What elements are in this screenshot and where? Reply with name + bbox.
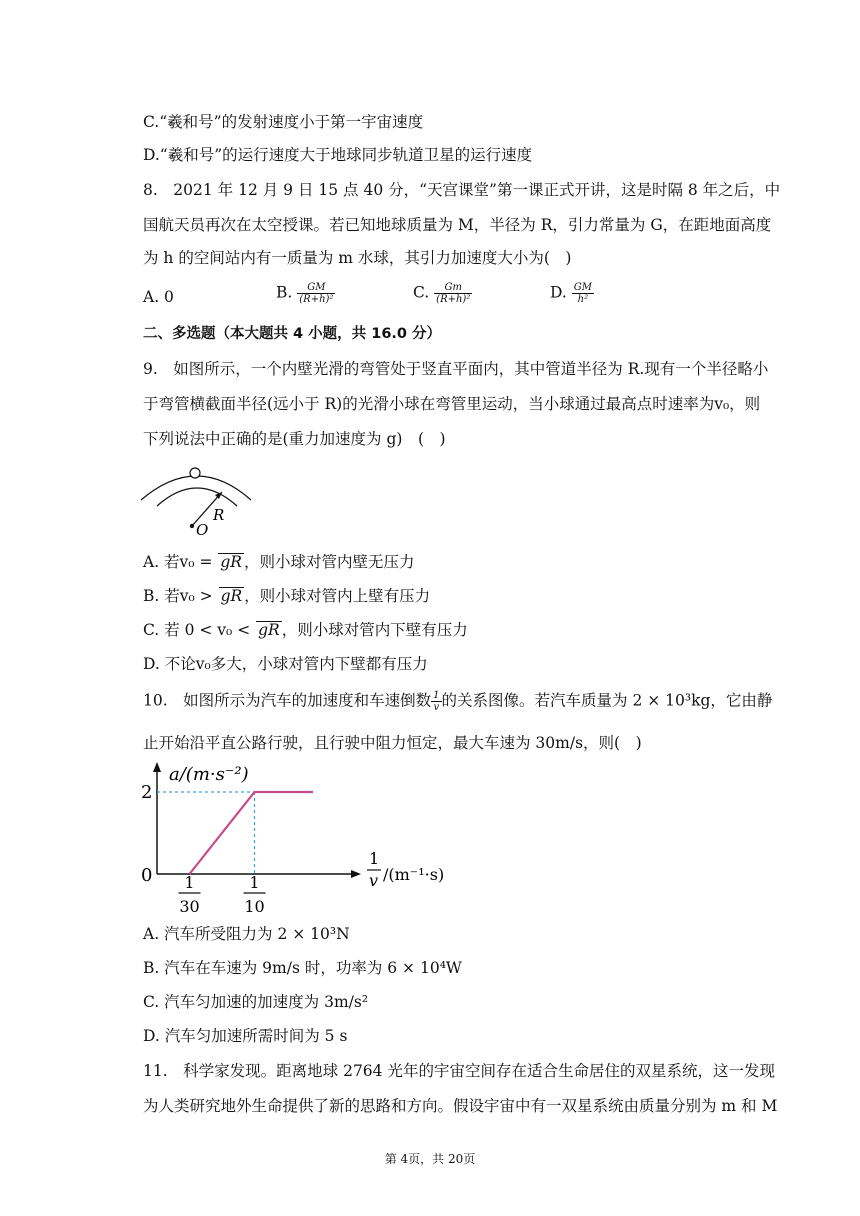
y-axis-arrow-icon xyxy=(153,762,161,772)
section-heading: 二、多选题（本大题共 4 小题，共 16.0 分） xyxy=(143,326,442,342)
x-axis-label-numerator: 1 xyxy=(369,849,380,868)
q8-option-b-fraction xyxy=(297,282,335,305)
q8-option-d xyxy=(550,282,594,305)
q9-option-a xyxy=(143,552,414,572)
q7-option-d: D.“羲和号”的运行速度大于地球同步轨道卫星的运行速度 xyxy=(143,146,533,164)
option-text: A. 若v₀ = xyxy=(143,553,218,571)
option-text: ，则小球对管内下壁有压力 xyxy=(281,621,468,639)
q10-option-c: C. 汽车匀加速的加速度为 3m/s² xyxy=(143,993,369,1011)
q9-stem-line1: 9. 如图所示，一个内壁光滑的弯管处于竖直平面内，其中管道半径为 R.现有一个半径略小 xyxy=(143,360,769,378)
q8-option-b-label: B. xyxy=(276,283,293,302)
x-axis-label-unit: /(m⁻¹·s) xyxy=(383,865,445,884)
sqrt-expression: gR xyxy=(220,587,243,605)
origin-label: 0 xyxy=(141,865,153,886)
x-tick-numerator: 1 xyxy=(249,873,260,892)
q7-option-c: C.“羲和号”的发射速度小于第一宇宙速度 xyxy=(143,113,424,131)
fraction-numerator: GM xyxy=(297,282,335,294)
option-text: ，则小球对管内上壁有压力 xyxy=(244,587,431,605)
fraction-numerator: 1 xyxy=(433,690,440,701)
y-tick-label: 2 xyxy=(141,782,153,803)
option-text: ，则小球对管内壁无压力 xyxy=(243,553,415,571)
fraction-numerator: GM xyxy=(573,282,592,293)
q10-stem-line2: 止开始沿平直公路行驶，且行驶中阻力恒定，最大车速为 30m/s，则( ) xyxy=(143,734,642,752)
fraction-numerator: Gm xyxy=(434,282,472,294)
q8-option-c-fraction xyxy=(434,282,472,305)
option-text: C. 若 0 < v₀ < xyxy=(143,621,256,639)
tube-inner-arc xyxy=(157,488,237,506)
q8-stem-line1: 8. 2021 年 12 月 9 日 15 点 40 分，“天宫课堂”第一课正式开讲，这是时隔 8 年之后，中 xyxy=(143,181,781,199)
x-tick-label xyxy=(244,873,266,916)
q8-stem-line2: 国航天员再次在太空授课。若已知地球质量为 M，半径为 R，引力常量为 G，在距地面高度 xyxy=(143,216,772,234)
q10-option-d: D. 汽车匀加速所需时间为 5 s xyxy=(143,1027,348,1045)
q10-option-a: A. 汽车所受阻力为 2 × 10³N xyxy=(143,925,350,943)
sqrt-expression: gR xyxy=(258,621,280,639)
q11-stem-line2: 为人类研究地外生命提供了新的思路和方向。假设宇宙中有一双星系统由质量分别为 m 和 M xyxy=(143,1097,778,1115)
q8-option-b xyxy=(276,282,335,305)
fraction-denominator: v xyxy=(433,702,440,713)
x-tick-denominator: 10 xyxy=(244,897,265,916)
fraction-denominator: h² xyxy=(577,294,589,305)
q9-stem-line3: 下列说法中正确的是(重力加速度为 g) ( ) xyxy=(143,430,446,448)
page-footer: 第 4页，共 20页 xyxy=(384,1152,476,1166)
center-dot xyxy=(190,524,194,528)
sqrt-expression: gR xyxy=(220,553,242,571)
q10-stem-line1 xyxy=(143,690,772,713)
q8-option-d-fraction xyxy=(572,282,594,305)
q11-stem-line1: 11. 科学家发现。距离地球 2764 光年的宇宙空间存在适合生命居住的双星系统，这一发现 xyxy=(143,1062,775,1080)
q8-option-c xyxy=(413,282,472,305)
option-text: B. 若v₀ > xyxy=(143,587,218,605)
y-axis-label: a/(m·s⁻²) xyxy=(169,764,249,785)
q8-option-d-label: D. xyxy=(550,283,567,302)
q8-option-a: A. 0 xyxy=(143,288,174,306)
ball xyxy=(190,468,200,478)
stem-text: 10. 如图所示为汽车的加速度和车速倒数 xyxy=(143,691,432,710)
q8-stem-line3: 为 h 的空间站内有一质量为 m 水球，其引力加速度大小为( ) xyxy=(143,249,572,267)
x-tick-denominator: 30 xyxy=(179,897,200,916)
acceleration-chart xyxy=(135,758,455,918)
inline-fraction xyxy=(431,690,441,713)
stem-text: 的关系图像。若汽车质量为 2 × 10³kg，它由静 xyxy=(441,691,773,710)
x-tick-label xyxy=(179,873,201,916)
fig-label-o: O xyxy=(196,521,209,538)
q9-option-c xyxy=(143,620,468,640)
q10-option-b: B. 汽车在车速为 9m/s 时，功率为 6 × 10⁴W xyxy=(143,959,462,977)
fig-label-r: R xyxy=(213,506,225,524)
x-tick-numerator: 1 xyxy=(184,873,195,892)
q9-bent-tube-figure xyxy=(135,462,265,538)
q9-stem-line2: 于弯管横截面半径(远小于 R)的光滑小球在弯管里运动，当小球通过最高点时速率为v₀，则 xyxy=(143,395,761,413)
q9-option-b xyxy=(143,586,430,606)
x-axis-label-denominator: v xyxy=(369,871,379,890)
series-line xyxy=(190,792,314,874)
fraction-denominator: (R+h)² xyxy=(299,294,334,305)
x-axis-arrow-icon xyxy=(351,870,361,878)
q8-option-c-label: C. xyxy=(413,283,430,302)
fraction-denominator: (R+h)² xyxy=(436,294,471,305)
q9-option-d: D. 不论v₀多大，小球对管内下壁都有压力 xyxy=(143,655,428,673)
